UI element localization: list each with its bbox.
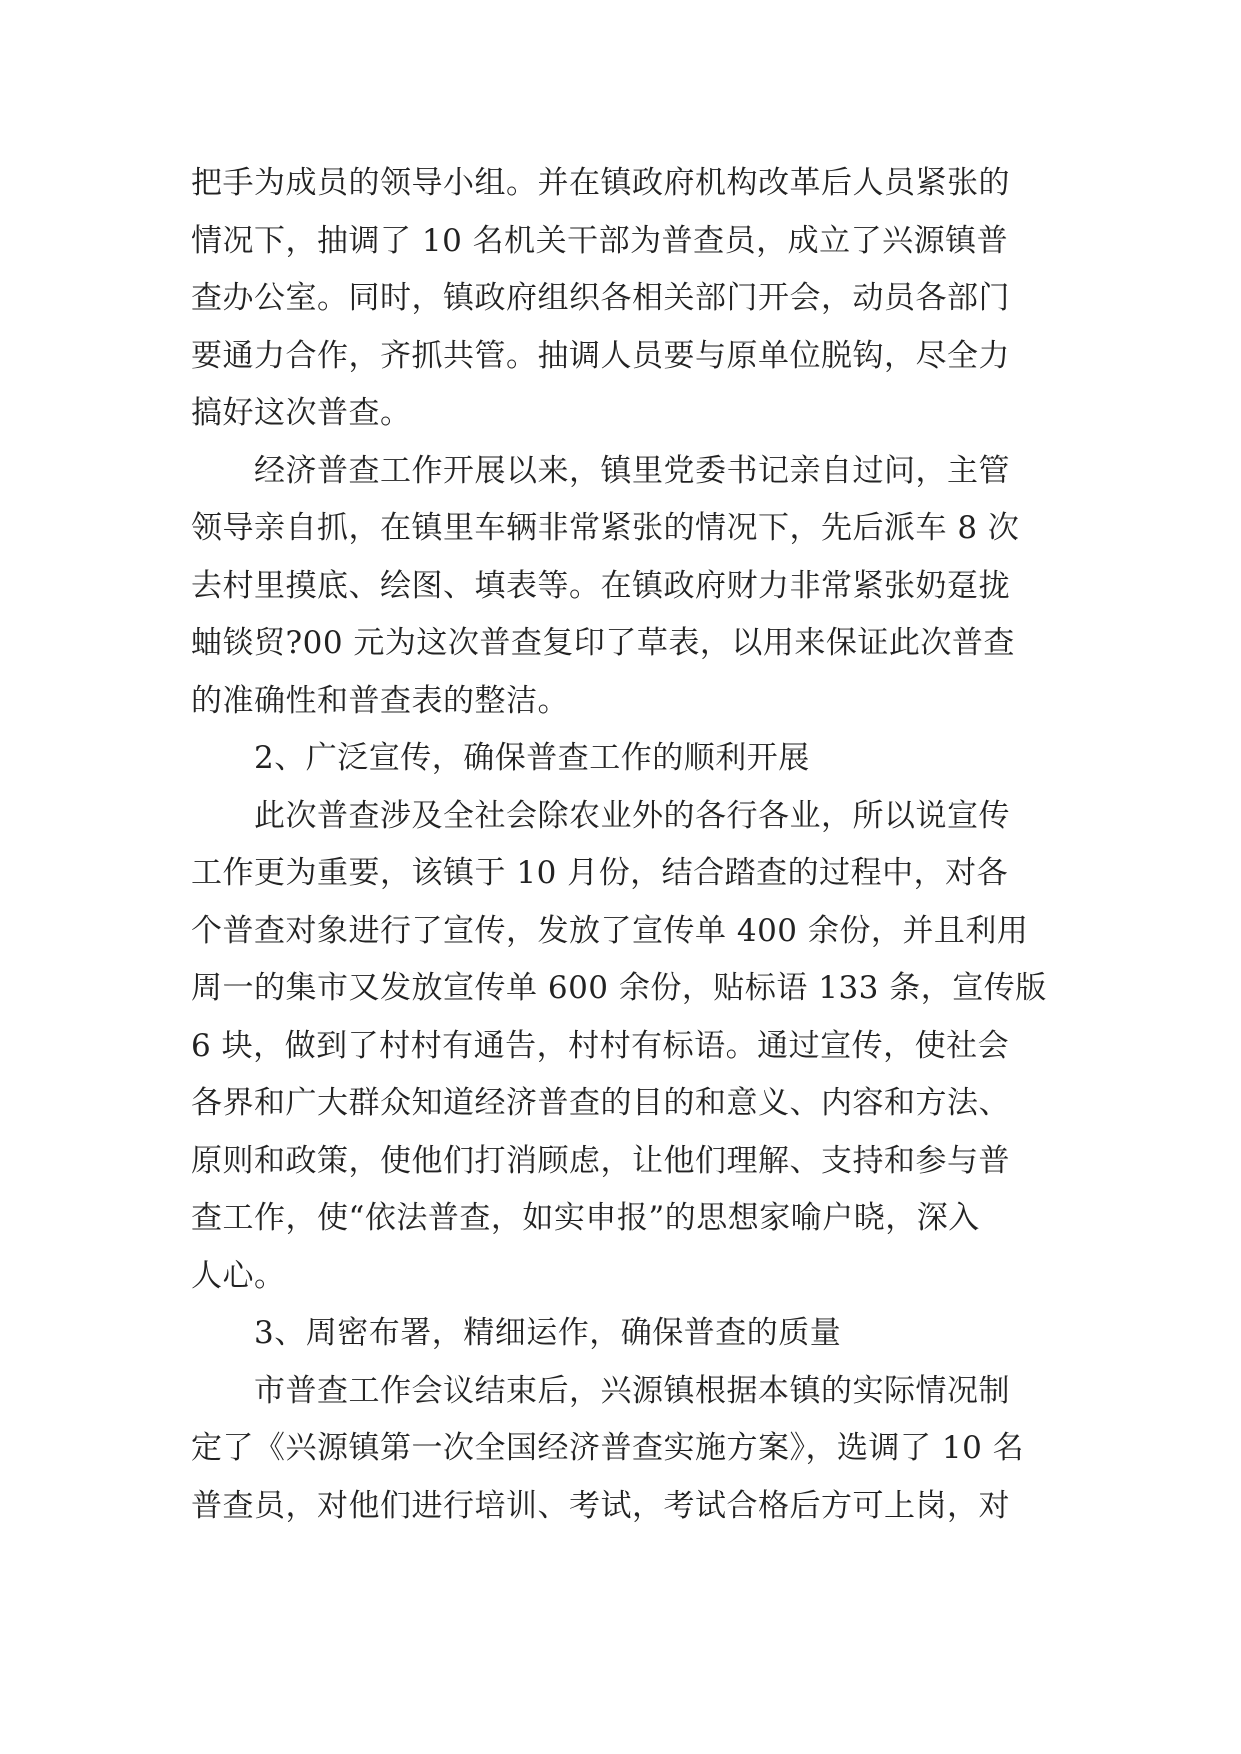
text-line: 定了《兴源镇第一次全国经济普查实施方案》，选调了 10 名 (191, 1430, 1025, 1466)
text-line: 查工作，使“依法普查，如实申报”的思想家喻户晓，深入 (191, 1200, 980, 1236)
text-line: 周一的集市又发放宣传单 600 余份，贴标语 133 条，宣传版 (191, 970, 1047, 1006)
text-line: 情况下，抽调了 10 名机关干部为普查员，成立了兴源镇普 (191, 222, 1009, 259)
section-heading: 3、周密布署，精细运作，确保普查的质量 (191, 1315, 842, 1351)
text-line: 工作更为重要，该镇于 10 月份，结合踏查的过程中，对各 (191, 855, 1009, 891)
text-line: 原则和政策，使他们打消顾虑，让他们理解、支持和参与普 (191, 1142, 1010, 1179)
text-line: 领导亲自抓，在镇里车辆非常紧张的情况下，先后派车 8 次 (191, 510, 1020, 546)
text-line: 把手为成员的领导小组。并在镇政府机构改革后人员紧张的 (191, 165, 1010, 201)
text-line: 个普查对象进行了宣传，发放了宣传单 400 余份，并且利用 (191, 912, 1029, 949)
text-line: 此次普查涉及全社会除农业外的各行各业，所以说宣传 (191, 797, 1010, 834)
text-line: 各界和广大群众知道经济普查的目的和意义、内容和方法、 (191, 1085, 1010, 1121)
text-line: 查办公室。同时，镇政府组织各相关部门开会，动员各部门 (191, 280, 1010, 316)
text-line: 搞好这次普查。 (191, 395, 412, 431)
text-line: 的准确性和普查表的整洁。 (191, 682, 569, 719)
text-line: 普查员，对他们进行培训、考试，考试合格后方可上岗，对 (191, 1487, 1010, 1524)
text-line: 6 块，做到了村村有通告，村村有标语。通过宣传，使社会 (191, 1027, 1010, 1064)
document-body (191, 155, 1061, 1535)
text-line: 人心。 (191, 1257, 286, 1294)
text-line: 蚰锬贸?00 元为这次普查复印了草表，以用来保证此次普查 (191, 625, 1015, 661)
text-line: 去村里摸底、绘图、填表等。在镇政府财力非常紧张奶趸拢 (191, 567, 1010, 604)
section-heading: 2、广泛宣传，确保普查工作的顺利开展 (191, 740, 810, 776)
text-line: 经济普查工作开展以来，镇里党委书记亲自过问，主管 (191, 452, 1010, 489)
text-line: 市普查工作会议结束后，兴源镇根据本镇的实际情况制 (191, 1372, 1010, 1409)
text-line: 要通力合作，齐抓共管。抽调人员要与原单位脱钩，尽全力 (191, 337, 1010, 374)
